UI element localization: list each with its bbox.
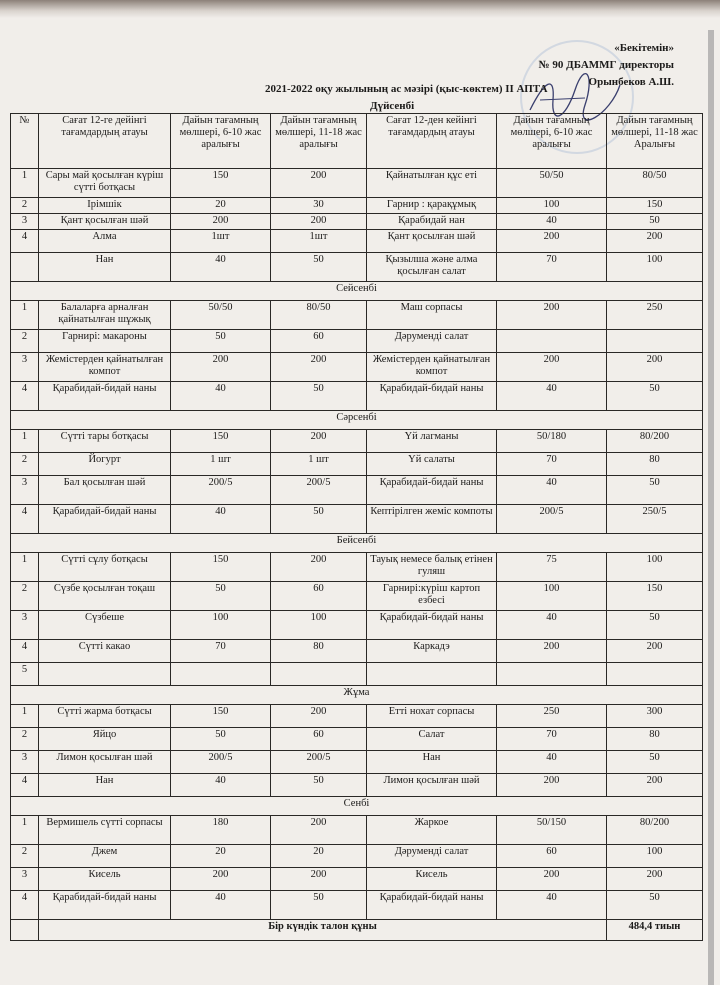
total-label: Бір күндік талон құны [39,920,607,941]
before-dish: Нан [39,253,171,282]
before-qty-6-10: 40 [171,891,271,920]
row-num: 3 [11,353,39,382]
day-heading-row [11,282,703,301]
row-num: 1 [11,430,39,453]
before-dish: Йогурт [39,453,171,476]
row-num: 3 [11,868,39,891]
before-dish: Қарабидай-бидай наны [39,382,171,411]
before-qty-11-18: 200 [271,816,367,845]
after-dish [367,663,497,686]
after-qty-11-18: 250 [607,301,703,330]
row-num: 4 [11,891,39,920]
before-qty-6-10: 40 [171,505,271,534]
row-num: 3 [11,611,39,640]
row-num: 3 [11,751,39,774]
total-row [11,920,703,941]
after-dish: Кисель [367,868,497,891]
row-num: 3 [11,476,39,505]
after-qty-11-18 [607,330,703,353]
after-qty-6-10: 50/180 [497,430,607,453]
table-row [11,845,703,868]
after-dish: Дәруменді салат [367,330,497,353]
before-qty-6-10: 180 [171,816,271,845]
page-edge [708,30,714,985]
header-after-name: Сағат 12-ден кейінгі тағамдардың атауы [367,114,497,169]
table-row [11,214,703,230]
after-dish: Қарабидай нан [367,214,497,230]
before-qty-11-18: 1шт [271,230,367,253]
after-qty-11-18 [607,663,703,686]
before-qty-11-18: 200 [271,553,367,582]
after-qty-11-18: 200 [607,640,703,663]
before-qty-6-10: 150 [171,430,271,453]
row-num: 2 [11,582,39,611]
after-qty-11-18: 50 [607,214,703,230]
after-qty-6-10: 40 [497,891,607,920]
table-header-row [11,114,703,169]
table-row [11,816,703,845]
after-dish: Қайнатылған құс еті [367,169,497,198]
row-num: 2 [11,728,39,751]
before-dish: Қарабидай-бидай наны [39,505,171,534]
table-row [11,169,703,198]
after-qty-6-10: 40 [497,751,607,774]
day-heading-row [11,686,703,705]
before-qty-11-18: 200 [271,169,367,198]
before-qty-11-18: 30 [271,198,367,214]
after-qty-11-18: 80/200 [607,430,703,453]
header-num: № [11,114,39,169]
before-qty-11-18: 200/5 [271,751,367,774]
before-qty-11-18: 60 [271,330,367,353]
after-qty-11-18: 250/5 [607,505,703,534]
after-qty-6-10: 40 [497,214,607,230]
before-dish: Кисель [39,868,171,891]
table-row [11,663,703,686]
row-num: 2 [11,845,39,868]
row-num: 4 [11,382,39,411]
after-qty-11-18: 50 [607,891,703,920]
before-qty-11-18: 60 [271,582,367,611]
table-row [11,553,703,582]
after-dish: Жаркое [367,816,497,845]
after-dish: Лимон қосылған шәй [367,774,497,797]
after-qty-6-10 [497,663,607,686]
day-heading-row [11,534,703,553]
day-heading-row [11,411,703,430]
before-qty-11-18: 200 [271,868,367,891]
after-qty-6-10: 70 [497,253,607,282]
before-qty-6-10: 200 [171,353,271,382]
after-qty-6-10: 200/5 [497,505,607,534]
header-after-11-18: Дайын тағамның мөлшері, 11-18 жас Аралығы [607,114,703,169]
after-qty-6-10: 75 [497,553,607,582]
before-qty-6-10: 150 [171,169,271,198]
before-dish: Қарабидай-бидай наны [39,891,171,920]
before-qty-6-10: 200/5 [171,751,271,774]
before-qty-6-10: 200 [171,214,271,230]
before-qty-11-18: 80/50 [271,301,367,330]
table-row [11,382,703,411]
before-dish: Гарнирі: макароны [39,330,171,353]
before-qty-6-10: 40 [171,774,271,797]
after-qty-6-10: 200 [497,774,607,797]
after-dish: Қант қосылған шәй [367,230,497,253]
before-qty-6-10: 50/50 [171,301,271,330]
header-before-11-18: Дайын тағамның мөлшері, 11-18 жас аралығы [271,114,367,169]
before-qty-6-10: 100 [171,611,271,640]
before-qty-11-18: 50 [271,774,367,797]
approval-line-3: Орынбеков А.Ш. [588,76,674,88]
row-num [11,253,39,282]
after-dish: Маш сорпасы [367,301,497,330]
after-qty-11-18: 50 [607,751,703,774]
document-title: 2021-2022 оқу жылының ас мәзірі (қыс-көктем) II АПТА [265,83,548,95]
after-qty-6-10: 70 [497,728,607,751]
after-qty-11-18: 80/200 [607,816,703,845]
before-dish: Қант қосылған шәй [39,214,171,230]
before-qty-11-18: 200/5 [271,476,367,505]
after-qty-6-10: 50/150 [497,816,607,845]
before-dish: Сүзбе қосылған тоқаш [39,582,171,611]
after-dish: Тауық немесе балық етінен гуляш [367,553,497,582]
after-dish: Каркадэ [367,640,497,663]
before-qty-11-18: 200 [271,353,367,382]
before-qty-11-18 [271,663,367,686]
row-num: 4 [11,774,39,797]
day-heading: Дүйсенбі [370,100,415,112]
after-dish: Гарнирі:күріш картоп езбесі [367,582,497,611]
before-qty-6-10: 150 [171,553,271,582]
after-dish: Етті нохат сорпасы [367,705,497,728]
before-dish: Сүтті сұлу ботқасы [39,553,171,582]
after-qty-11-18: 100 [607,553,703,582]
header-before-6-10: Дайын тағамның мөлшері, 6-10 жас аралығы [171,114,271,169]
approval-block [539,40,674,91]
day-heading: Сейсенбі [11,282,703,301]
menu-table [10,113,703,941]
approval-line-1: «Бекітемін» [614,42,674,54]
before-dish: Сүтті тары ботқасы [39,430,171,453]
row-num: 4 [11,640,39,663]
day-heading-row [11,797,703,816]
before-qty-11-18: 200 [271,214,367,230]
after-dish: Қарабидай-бидай наны [367,476,497,505]
before-qty-11-18: 50 [271,253,367,282]
before-qty-6-10: 40 [171,253,271,282]
before-dish: Жемістерден қайнатылған компот [39,353,171,382]
before-qty-6-10: 20 [171,845,271,868]
row-num: 4 [11,230,39,253]
after-qty-11-18: 80 [607,728,703,751]
row-num: 1 [11,553,39,582]
after-qty-6-10: 40 [497,382,607,411]
before-qty-6-10: 150 [171,705,271,728]
table-row [11,453,703,476]
header-after-6-10: Дайын тағамның мөлшері, 6-10 жас аралығы [497,114,607,169]
before-qty-11-18: 200 [271,705,367,728]
row-num: 1 [11,705,39,728]
after-qty-11-18: 50 [607,611,703,640]
row-num: 2 [11,453,39,476]
table-row [11,640,703,663]
after-qty-11-18: 50 [607,476,703,505]
day-heading: Бейсенбі [11,534,703,553]
after-qty-6-10 [497,330,607,353]
before-qty-6-10: 50 [171,582,271,611]
after-qty-11-18: 150 [607,198,703,214]
after-qty-6-10: 200 [497,230,607,253]
before-qty-11-18: 1 шт [271,453,367,476]
row-num: 1 [11,301,39,330]
row-num: 1 [11,816,39,845]
table-row [11,330,703,353]
after-dish: Гарнир : қарақұмық [367,198,497,214]
before-qty-6-10: 50 [171,330,271,353]
after-qty-11-18: 100 [607,253,703,282]
table-row [11,611,703,640]
before-qty-6-10 [171,663,271,686]
before-dish: Джем [39,845,171,868]
table-row [11,230,703,253]
after-qty-6-10: 200 [497,640,607,663]
approval-line-2: № 90 ДБАММГ директоры [538,59,674,71]
day-heading: Сәрсенбі [11,411,703,430]
table-row [11,253,703,282]
table-row [11,868,703,891]
row-num: 4 [11,505,39,534]
after-qty-11-18: 300 [607,705,703,728]
before-dish: Сүтті жарма ботқасы [39,705,171,728]
before-dish: Ірімшік [39,198,171,214]
before-qty-6-10: 1шт [171,230,271,253]
header-before-name: Сағат 12-ге дейінгі тағамдардың атауы [39,114,171,169]
row-num: 5 [11,663,39,686]
row-num: 1 [11,169,39,198]
row-num: 3 [11,214,39,230]
before-dish: Лимон қосылған шәй [39,751,171,774]
before-dish: Сүзбеше [39,611,171,640]
after-qty-11-18: 80/50 [607,169,703,198]
table-row [11,301,703,330]
after-dish: Қарабидай-бидай наны [367,382,497,411]
after-dish: Кептірілген жеміс компоты [367,505,497,534]
after-qty-11-18: 80 [607,453,703,476]
table-row [11,476,703,505]
before-qty-11-18: 60 [271,728,367,751]
before-qty-6-10: 1 шт [171,453,271,476]
before-qty-6-10: 70 [171,640,271,663]
after-qty-6-10: 200 [497,301,607,330]
before-qty-11-18: 200 [271,430,367,453]
before-qty-11-18: 20 [271,845,367,868]
after-qty-6-10: 60 [497,845,607,868]
after-qty-6-10: 100 [497,198,607,214]
after-qty-11-18: 200 [607,353,703,382]
after-dish: Үй лагманы [367,430,497,453]
after-qty-11-18: 150 [607,582,703,611]
before-dish: Бал қосылған шәй [39,476,171,505]
before-qty-11-18: 80 [271,640,367,663]
before-qty-6-10: 20 [171,198,271,214]
after-qty-6-10: 50/50 [497,169,607,198]
table-row [11,353,703,382]
table-row [11,198,703,214]
after-qty-6-10: 100 [497,582,607,611]
before-qty-6-10: 40 [171,382,271,411]
before-qty-11-18: 50 [271,505,367,534]
after-dish: Салат [367,728,497,751]
after-dish: Үй салаты [367,453,497,476]
before-dish: Яйцо [39,728,171,751]
table-row [11,751,703,774]
after-dish: Қарабидай-бидай наны [367,611,497,640]
after-qty-6-10: 200 [497,353,607,382]
after-dish: Қызылша және алма қосылған салат [367,253,497,282]
after-qty-11-18: 50 [607,382,703,411]
before-qty-6-10: 200 [171,868,271,891]
after-qty-6-10: 250 [497,705,607,728]
before-qty-6-10: 50 [171,728,271,751]
before-dish: Сүтті какао [39,640,171,663]
table-row [11,891,703,920]
before-qty-6-10: 200/5 [171,476,271,505]
table-row [11,582,703,611]
after-dish: Жемістерден қайнатылған компот [367,353,497,382]
after-qty-11-18: 200 [607,230,703,253]
before-dish: Сары май қосылған күріш сүтті ботқасы [39,169,171,198]
after-qty-11-18: 100 [607,845,703,868]
table-row [11,705,703,728]
row-num: 2 [11,198,39,214]
after-dish: Нан [367,751,497,774]
after-qty-11-18: 200 [607,774,703,797]
table-row [11,728,703,751]
after-qty-6-10: 40 [497,611,607,640]
before-dish: Вермишель сүтті сорпасы [39,816,171,845]
table-row [11,430,703,453]
before-qty-11-18: 50 [271,891,367,920]
row-num: 2 [11,330,39,353]
total-value: 484,4 тиын [607,920,703,941]
before-dish: Балаларға арналған қайнатылған шұжық [39,301,171,330]
before-dish: Алма [39,230,171,253]
after-qty-11-18: 200 [607,868,703,891]
total-empty-cell [11,920,39,941]
day-heading: Жұма [11,686,703,705]
after-dish: Дәруменді салат [367,845,497,868]
before-qty-11-18: 50 [271,382,367,411]
before-dish: Нан [39,774,171,797]
before-dish [39,663,171,686]
before-qty-11-18: 100 [271,611,367,640]
table-row [11,505,703,534]
after-qty-6-10: 200 [497,868,607,891]
table-row [11,774,703,797]
after-dish: Қарабидай-бидай наны [367,891,497,920]
day-heading: Сенбі [11,797,703,816]
after-qty-6-10: 40 [497,476,607,505]
after-qty-6-10: 70 [497,453,607,476]
